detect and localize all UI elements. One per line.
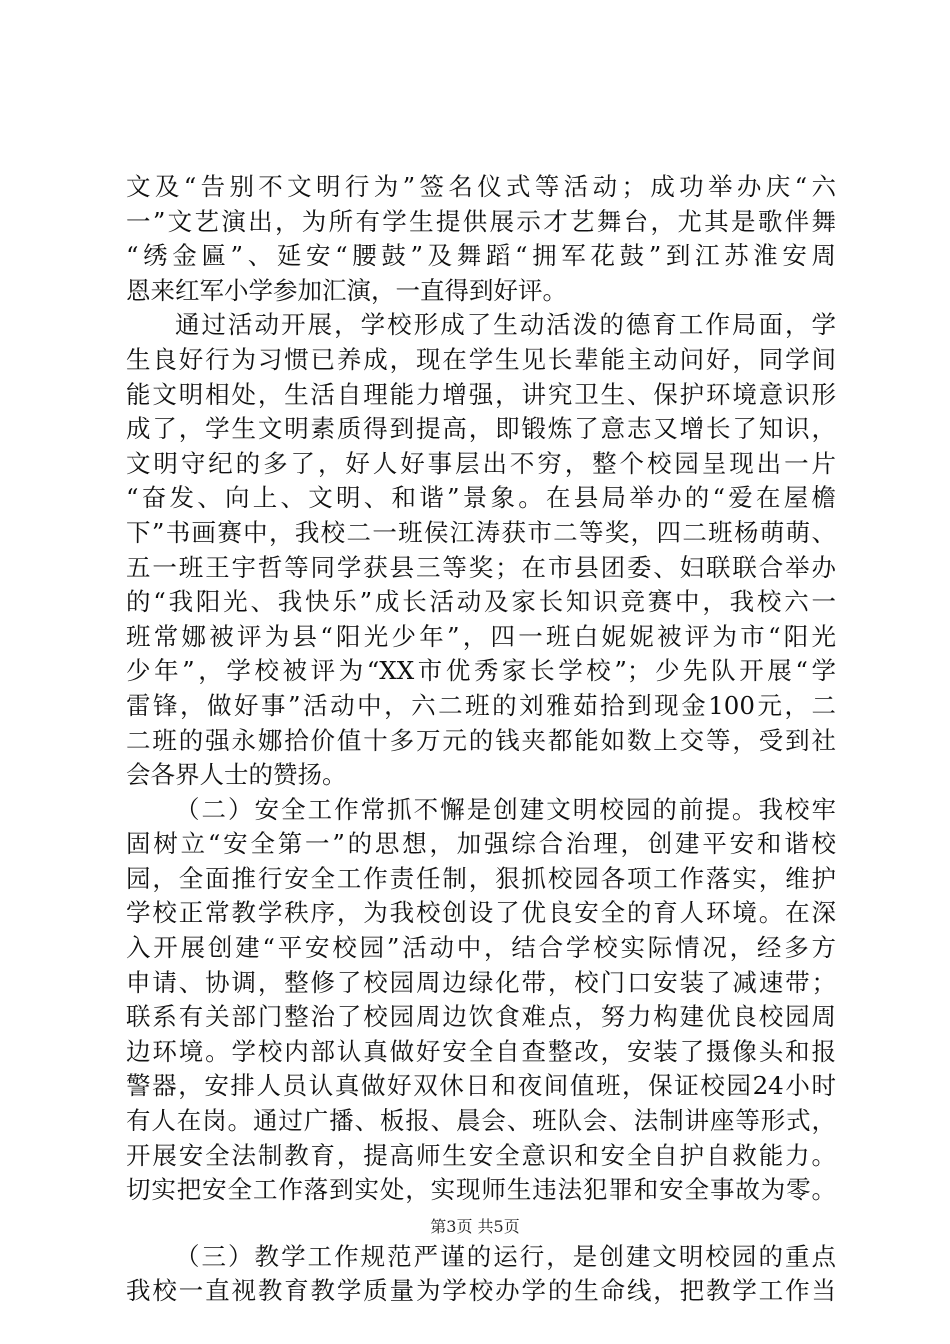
paragraph-3 <box>126 793 836 1208</box>
text-line: 固树立“安全第一”的思想，加强综合治理，创建平安和谐校 <box>126 829 836 859</box>
text-line: 能文明相处，生活自理能力增强，讲究卫生、保护环境意识形 <box>126 379 836 409</box>
text-line: 园，全面推行安全工作责任制，狠抓校园各项工作落实，维护 <box>126 863 836 893</box>
text-line: 联系有关部门整治了校园周边饮食难点，努力构建优良校园周 <box>126 1002 836 1032</box>
text-line: 开展安全法制教育，提高师生安全意识和安全自护自救能力。 <box>126 1140 836 1170</box>
text-line: 警器，安排人员认真做好双休日和夜间值班，保证校园24小时 <box>126 1071 836 1101</box>
text-line: 下”书画赛中，我校二一班侯江涛获市二等奖，四二班杨萌萌、 <box>126 517 836 547</box>
text-line: 文明守纪的多了，好人好事层出不穷，整个校园呈现出一片 <box>126 448 836 478</box>
page-number-footer: 第3页 共5页 <box>430 1217 520 1236</box>
text-line: （三）教学工作规范严谨的运行，是创建文明校园的重点 <box>175 1241 836 1271</box>
text-line: 切实把安全工作落到实处，实现师生违法犯罪和安全事故为零。 <box>126 1175 836 1205</box>
text-line: 的“我阳光、我快乐”成长活动及家长知识竞赛中，我校六一 <box>126 587 836 617</box>
text-line: 会各界人士的赞扬。 <box>126 760 347 790</box>
text-line: 二班的强永娜拾价值十多万元的钱夹都能如数上交等，受到社 <box>126 725 836 755</box>
text-line: 生良好行为习惯已养成，现在学生见长辈能主动问好，同学间 <box>126 344 836 374</box>
paragraph-1 <box>126 170 836 308</box>
text-line: 学校正常教学秩序，为我校创设了优良安全的育人环境。在深 <box>126 898 836 928</box>
document-body <box>126 170 836 1309</box>
text-line: 恩来红军小学参加汇演，一直得到好评。 <box>126 275 567 305</box>
text-line: 我校一直视教育教学质量为学校办学的生命线，把教学工作当 <box>126 1276 836 1306</box>
text-line: 通过活动开展，学校形成了生动活泼的德育工作局面，学 <box>175 310 836 340</box>
text-line: 入开展创建“平安校园”活动中，结合学校实际情况，经多方 <box>126 933 836 963</box>
text-line: 五一班王宇哲等同学获县三等奖；在市县团委、妇联联合举办 <box>126 552 836 582</box>
text-line: 成了，学生文明素质得到提高，即锻炼了意志又增长了知识， <box>126 414 836 444</box>
text-line: 班常娜被评为县“阳光少年”，四一班白妮妮被评为市“阳光 <box>126 621 836 651</box>
paragraph-2 <box>126 308 836 792</box>
text-line: 一”文艺演出，为所有学生提供展示才艺舞台，尤其是歌伴舞 <box>126 206 836 236</box>
text-line: “奋发、向上、文明、和谐”景象。在县局举办的“爱在屋檐 <box>126 483 836 513</box>
text-line: 文及“告别不文明行为”签名仪式等活动；成功举办庆“六 <box>126 172 836 201</box>
text-line: 申请、协调，整修了校园周边绿化带，校门口安装了减速带； <box>126 967 836 997</box>
text-line: 有人在岗。通过广播、板报、晨会、班队会、法制讲座等形式， <box>126 1106 836 1136</box>
text-line: 少年”，学校被评为“XX市优秀家长学校”；少先队开展“学 <box>126 656 836 686</box>
paragraph-4 <box>126 1240 836 1309</box>
text-line: （二）安全工作常抓不懈是创建文明校园的前提。我校牢 <box>175 794 836 824</box>
text-line: 雷锋，做好事”活动中，六二班的刘雅茹拾到现金100元，二 <box>126 690 836 720</box>
text-line: 边环境。学校内部认真做好安全自查整改，安装了摄像头和报 <box>126 1036 836 1066</box>
text-line: “绣金匾”、延安“腰鼓”及舞蹈“拥军花鼓”到江苏淮安周 <box>126 241 836 271</box>
